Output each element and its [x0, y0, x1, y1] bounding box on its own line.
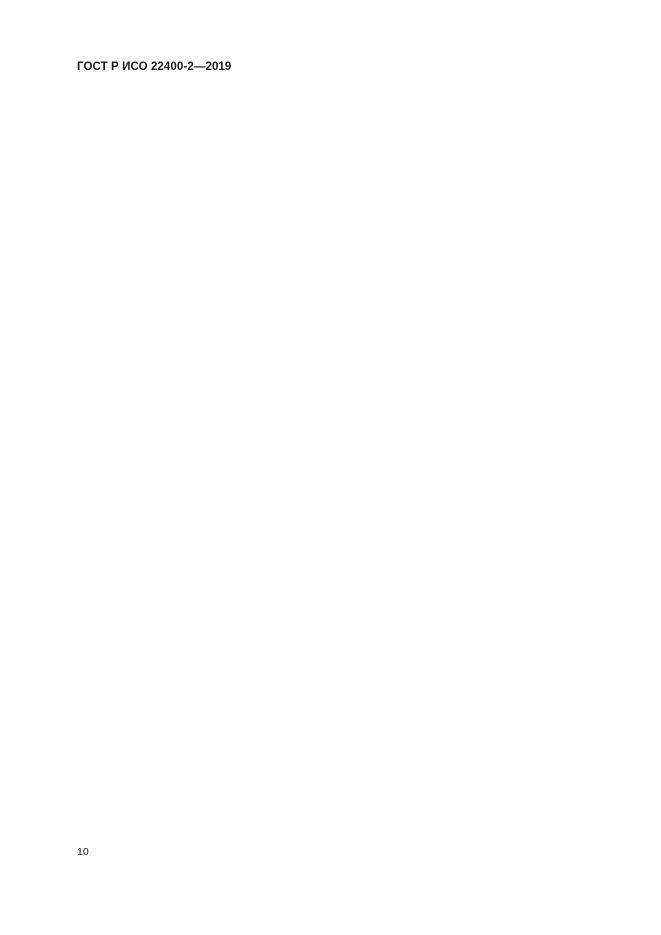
document-body: [87, 92, 607, 98]
page-number: 10: [77, 846, 89, 858]
document-header: ГОСТ Р ИСО 22400-2—2019: [77, 61, 232, 73]
